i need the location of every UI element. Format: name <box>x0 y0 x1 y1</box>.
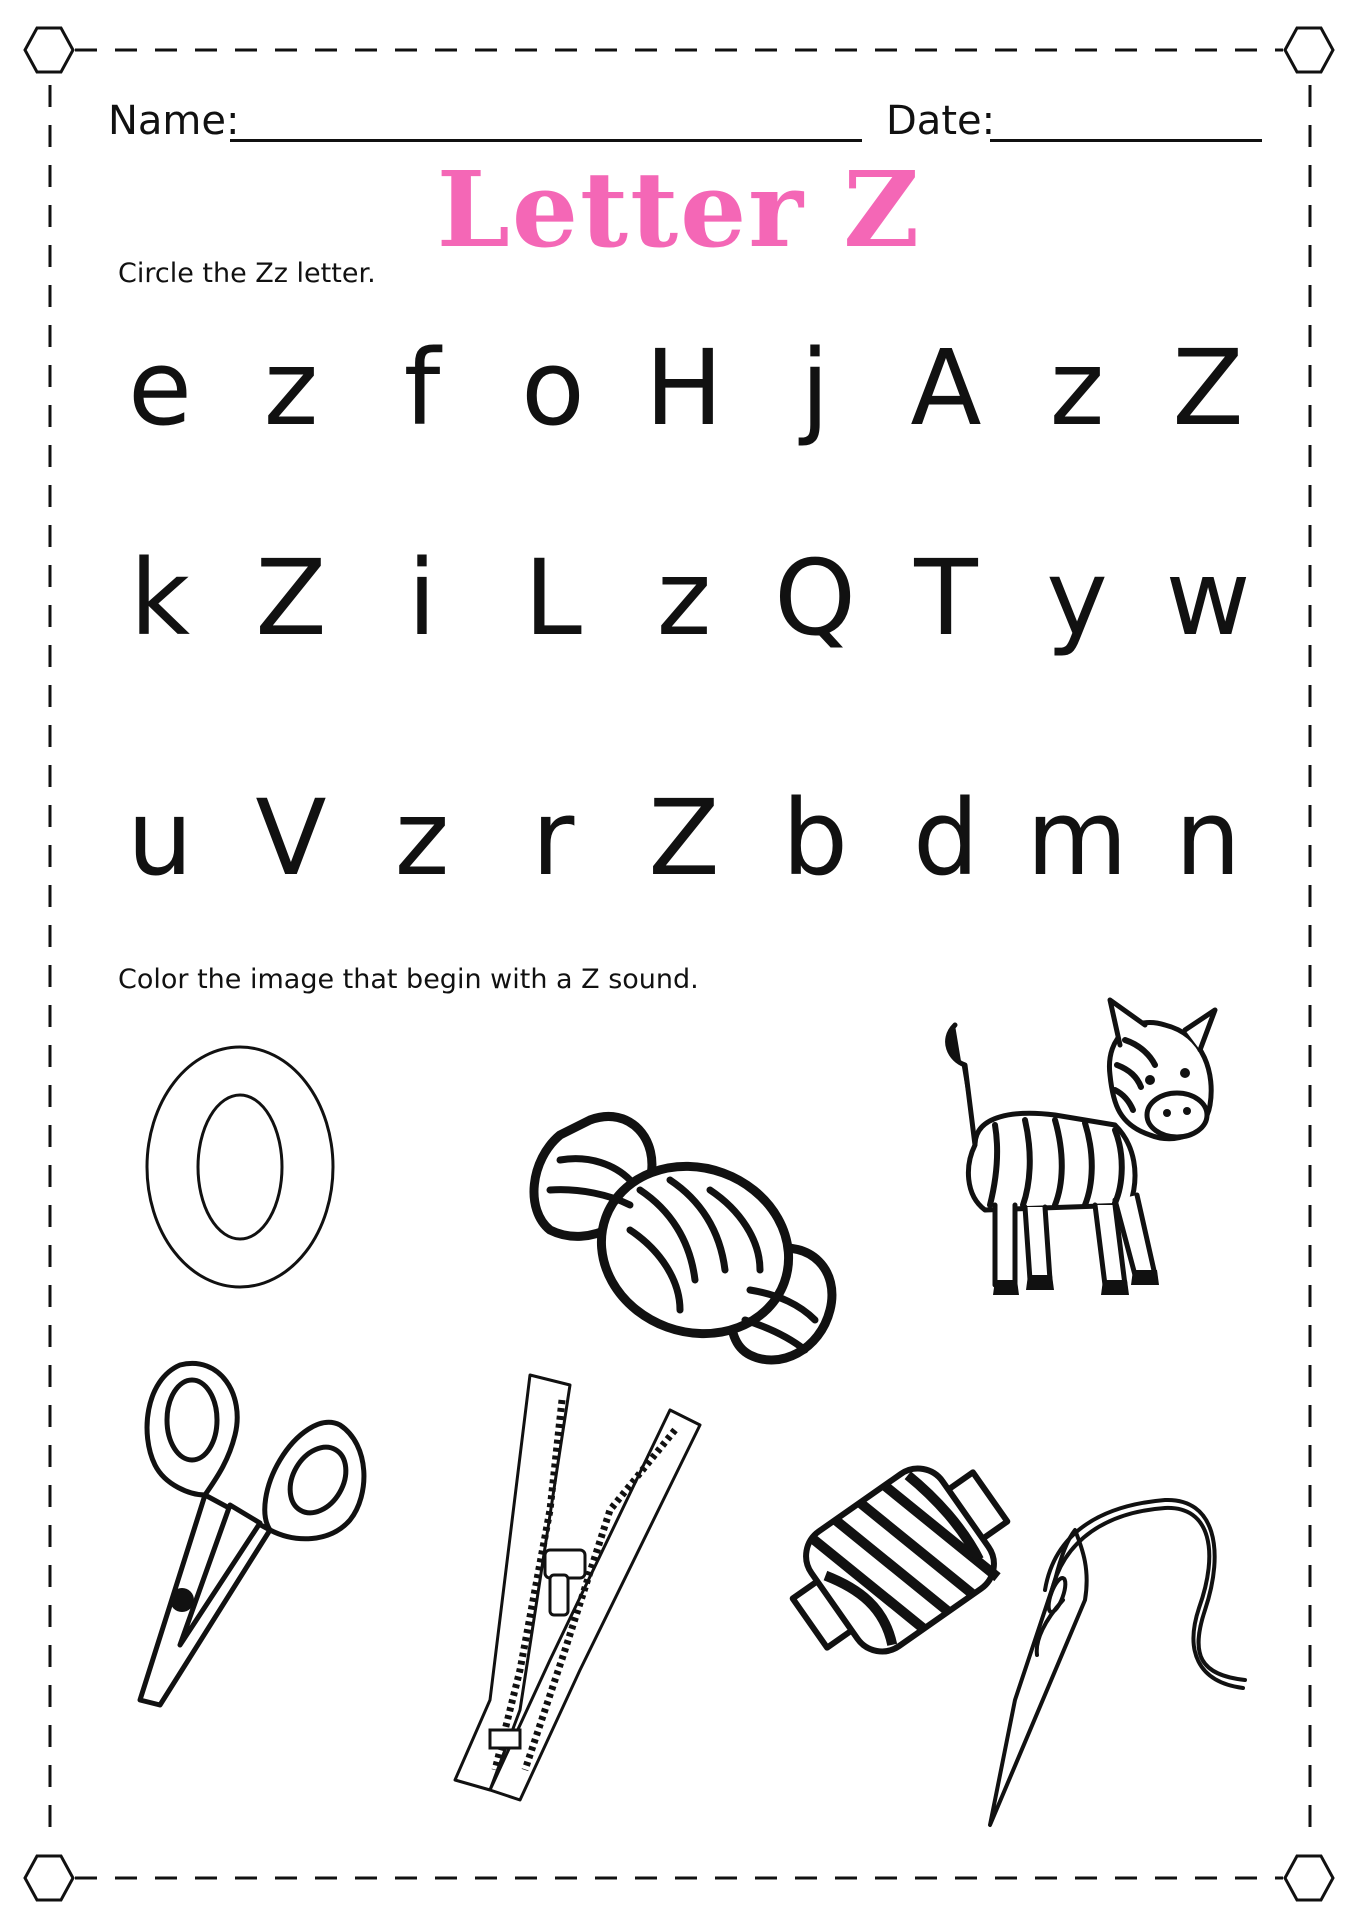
letter-cell[interactable]: i <box>407 537 437 659</box>
page-title: Letter Z <box>436 148 922 271</box>
letter-cell[interactable]: b <box>781 777 848 899</box>
letter-cell[interactable]: e <box>128 327 192 449</box>
letter-cell[interactable]: L <box>524 537 582 659</box>
corner-hexagon-icon <box>25 1856 73 1900</box>
letter-row-1 <box>100 328 1260 458</box>
letter-cell[interactable]: A <box>910 327 982 449</box>
date-field[interactable] <box>990 139 1262 142</box>
letter-cell[interactable]: w <box>1165 537 1251 659</box>
letter-cell[interactable]: u <box>127 777 193 899</box>
letter-row-3 <box>100 778 1260 908</box>
color-instruction: Color the image that begin with a Z sound. <box>118 964 699 995</box>
corner-hexagon-icon <box>25 28 73 72</box>
circle-instruction: Circle the Zz letter. <box>118 258 376 289</box>
corner-hexagon-icon <box>1285 28 1333 72</box>
date-label: Date: <box>886 98 996 144</box>
letter-cell[interactable]: z <box>394 777 450 899</box>
letter-cell[interactable]: Z <box>1172 327 1244 449</box>
letter-cell[interactable]: m <box>1026 777 1128 899</box>
zipper-icon[interactable] <box>450 1370 710 1820</box>
letter-o-icon[interactable] <box>140 1040 350 1300</box>
letter-cell[interactable]: f <box>403 327 441 449</box>
letter-cell[interactable]: H <box>644 327 724 449</box>
corner-hexagon-icon <box>1285 1856 1333 1900</box>
letter-cell[interactable]: Z <box>648 777 720 899</box>
letter-cell[interactable]: r <box>531 777 575 899</box>
letter-cell[interactable]: n <box>1175 777 1241 899</box>
letter-cell[interactable]: d <box>912 777 979 899</box>
letter-cell[interactable]: o <box>521 327 585 449</box>
letter-cell[interactable]: Q <box>774 537 856 659</box>
needle-icon[interactable] <box>975 1490 1275 1830</box>
letter-cell[interactable]: y <box>1046 537 1108 659</box>
letter-cell[interactable]: k <box>129 537 191 659</box>
letter-cell[interactable]: V <box>255 777 327 899</box>
letter-cell[interactable]: T <box>914 537 978 659</box>
letter-row-2 <box>100 538 1260 668</box>
letter-cell[interactable]: z <box>1049 327 1105 449</box>
candy-icon[interactable] <box>520 1100 850 1380</box>
name-label: Name: <box>108 98 240 144</box>
zebra-icon[interactable] <box>915 995 1235 1315</box>
name-field[interactable] <box>230 139 862 142</box>
letter-cell[interactable]: Z <box>255 537 327 659</box>
letter-cell[interactable]: j <box>800 327 830 449</box>
letter-cell[interactable]: z <box>263 327 319 449</box>
scissors-icon[interactable] <box>120 1345 380 1715</box>
letter-cell[interactable]: z <box>656 537 712 659</box>
